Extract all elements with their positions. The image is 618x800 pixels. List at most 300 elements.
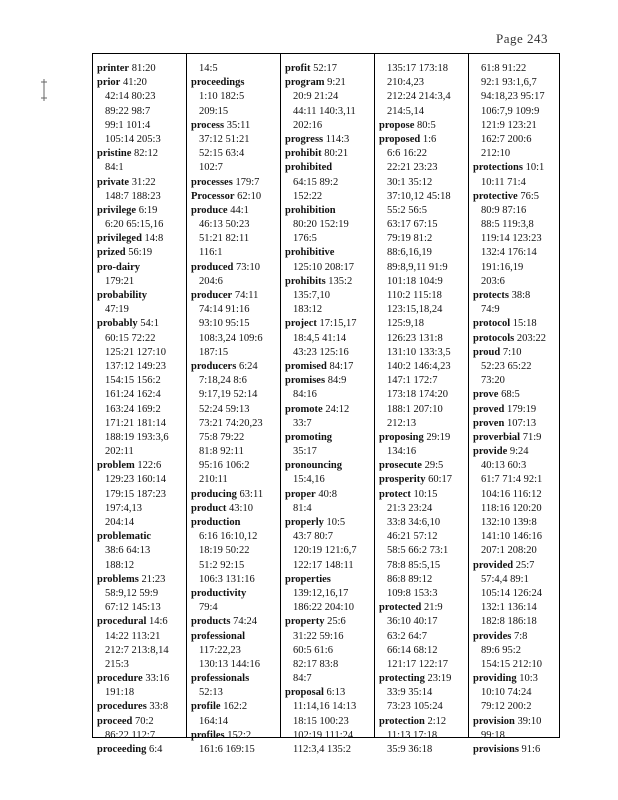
index-term: promised bbox=[285, 360, 327, 372]
index-page-refs: 71:9 bbox=[520, 431, 542, 443]
index-term: privilege bbox=[97, 204, 137, 216]
index-term: program bbox=[285, 77, 325, 89]
index-entry bbox=[375, 715, 469, 729]
index-page-refs: 82:17 83:8 bbox=[293, 658, 339, 670]
index-page-refs: 121:17 122:17 bbox=[387, 658, 448, 670]
index-entry bbox=[187, 261, 281, 275]
index-entry bbox=[469, 388, 562, 402]
index-page-refs: 6:24 bbox=[236, 360, 258, 372]
index-page-refs: 137:12 149:23 bbox=[105, 360, 166, 372]
index-column-1 bbox=[93, 54, 186, 755]
index-page-refs: 95:16 106:2 bbox=[199, 460, 250, 472]
index-entry bbox=[187, 76, 281, 90]
index-page-refs: 23:19 bbox=[424, 673, 452, 685]
index-term: protected bbox=[379, 602, 422, 614]
index-page-refs: 104:16 116:12 bbox=[481, 488, 542, 500]
index-term: producing bbox=[191, 488, 237, 500]
index-term: problematic bbox=[97, 531, 152, 543]
index-term: proposing bbox=[379, 431, 424, 443]
index-page-refs: 132:1 136:14 bbox=[481, 602, 537, 614]
index-page-refs: 161:24 162:4 bbox=[105, 389, 161, 401]
index-entry bbox=[281, 317, 375, 331]
index-page-refs: 67:12 145:13 bbox=[105, 602, 161, 614]
index-term: progress bbox=[285, 133, 324, 145]
index-entry bbox=[375, 119, 469, 133]
margin-bracket-icon bbox=[38, 78, 50, 102]
index-page-refs: 79:4 bbox=[199, 602, 218, 614]
index-page-refs: 44:11 140:3,11 bbox=[293, 105, 356, 117]
index-term: probability bbox=[97, 290, 147, 301]
index-page-refs: 84:1 bbox=[105, 162, 124, 174]
index-entry bbox=[93, 459, 186, 473]
index-page-refs: 125:21 127:10 bbox=[105, 346, 166, 358]
index-entry bbox=[469, 317, 562, 331]
index-page-refs: 191:18 bbox=[105, 687, 135, 699]
index-term: project bbox=[285, 318, 317, 330]
index-page-refs: 183:12 bbox=[293, 304, 323, 316]
index-page-refs: 117:22,23 bbox=[199, 644, 241, 656]
index-page-refs: 89:22 98:7 bbox=[105, 105, 151, 117]
index-page-refs: 70:2 bbox=[132, 715, 154, 727]
index-term: proud bbox=[473, 346, 501, 358]
index-page-refs: 63:2 64:7 bbox=[387, 630, 427, 642]
index-page-refs: 204:6 bbox=[199, 275, 223, 287]
index-page-refs: 135:7,10 bbox=[293, 290, 331, 301]
index-term: privileged bbox=[97, 233, 142, 245]
index-entry bbox=[187, 289, 281, 303]
index-entry bbox=[281, 147, 375, 161]
index-page-refs: 179:7 bbox=[232, 176, 260, 188]
index-page-refs: 141:10 146:16 bbox=[481, 531, 542, 543]
index-page-refs: 47:19 bbox=[105, 304, 129, 316]
index-page-refs: 22:21 23:23 bbox=[387, 162, 438, 174]
index-entry bbox=[93, 317, 186, 331]
index-term: prosecute bbox=[379, 460, 422, 472]
index-page-refs: 33:8 34:6,10 bbox=[387, 517, 441, 528]
index-page-refs: 81:8 92:11 bbox=[199, 446, 244, 458]
index-entry bbox=[187, 204, 281, 218]
index-page-refs: 134:16 bbox=[387, 446, 417, 458]
index-entry bbox=[469, 332, 562, 346]
index-page-refs: 29:19 bbox=[423, 431, 451, 443]
index-term: produced bbox=[191, 261, 234, 273]
index-page-refs: 61:7 71:4 92:1 bbox=[481, 474, 543, 486]
index-page-refs: 88:5 119:3,8 bbox=[481, 219, 534, 231]
index-entry bbox=[281, 488, 375, 502]
index-page-refs: 6:19 bbox=[136, 204, 158, 216]
index-page-refs: 94:18,23 95:17 bbox=[481, 91, 545, 103]
index-term: protection bbox=[379, 715, 425, 727]
index-entry bbox=[469, 672, 562, 686]
index-page-refs: 40:8 bbox=[315, 488, 338, 500]
index-entry bbox=[187, 190, 281, 204]
index-page-refs: 66:14 68:12 bbox=[387, 644, 438, 656]
index-page-refs: 43:7 80:7 bbox=[293, 531, 333, 543]
page-number: Page 243 bbox=[496, 31, 549, 46]
index-page-refs: 99:1 101:4 bbox=[105, 119, 151, 131]
index-page-refs: 202:11 bbox=[105, 446, 134, 458]
index-page-refs: 210:11 bbox=[199, 474, 228, 486]
index-entry bbox=[375, 672, 469, 686]
index-page-refs: 73:21 74:20,23 bbox=[199, 417, 263, 429]
index-page-refs: 164:14 bbox=[199, 715, 229, 727]
index-term: promote bbox=[285, 403, 323, 415]
index-term: producer bbox=[191, 290, 233, 301]
index-page-refs: 84:7 bbox=[293, 673, 312, 685]
index-term: protections bbox=[473, 162, 523, 174]
index-page-refs: 80:20 152:19 bbox=[293, 219, 349, 231]
index-page-refs: 39:10 bbox=[514, 715, 542, 727]
index-entry bbox=[93, 76, 186, 90]
index-page-refs: 173:18 174:20 bbox=[387, 389, 448, 401]
index-page-refs: 135:2 bbox=[325, 275, 353, 287]
index-page-refs: 31:22 59:16 bbox=[293, 630, 344, 642]
index-page-refs: 179:19 bbox=[504, 403, 537, 415]
index-entry bbox=[281, 573, 375, 587]
index-page-refs: 112:3,4 135:2 bbox=[293, 744, 351, 755]
index-page-refs: 57:4,4 89:1 bbox=[481, 573, 529, 585]
index-page-refs: 86:22 112:7 bbox=[105, 729, 156, 741]
index-entry bbox=[469, 417, 562, 431]
index-term: provisions bbox=[473, 744, 519, 755]
index-page-refs: 82:12 bbox=[131, 148, 158, 160]
index-entry bbox=[93, 700, 186, 714]
index-term: prove bbox=[473, 389, 499, 401]
index-entry bbox=[281, 76, 375, 90]
index-entry bbox=[93, 289, 186, 303]
index-term: procedural bbox=[97, 616, 147, 628]
index-page-refs: 36:10 40:17 bbox=[387, 616, 438, 628]
index-term: private bbox=[97, 176, 130, 188]
index-entry bbox=[187, 615, 281, 629]
index-column-3 bbox=[280, 54, 375, 755]
index-page-refs: 7:18,24 8:6 bbox=[199, 375, 247, 387]
index-page-refs: 11:14,16 14:13 bbox=[293, 701, 357, 713]
index-page-refs: 29:5 bbox=[421, 460, 444, 472]
index-page-refs: 163:24 169:2 bbox=[105, 403, 161, 415]
index-page-refs: 118:16 120:20 bbox=[481, 502, 542, 514]
index-term: protective bbox=[473, 190, 518, 202]
index-entry bbox=[281, 431, 375, 445]
index-page-refs: 116:1 bbox=[199, 247, 223, 259]
index-page-refs: 18:19 50:22 bbox=[199, 545, 250, 557]
index-page-refs: 105:14 126:24 bbox=[481, 587, 542, 599]
index-entry bbox=[469, 559, 562, 573]
index-page-refs: 121:9 123:21 bbox=[481, 119, 537, 131]
index-entry bbox=[93, 204, 186, 218]
index-entry bbox=[469, 445, 562, 459]
index-page-refs: 62:10 bbox=[234, 190, 262, 202]
index-page-refs: 30:1 35:12 bbox=[387, 176, 433, 188]
index-page-refs: 35:9 36:18 bbox=[387, 744, 433, 755]
index-page-refs: 187:15 bbox=[199, 346, 229, 358]
index-page-refs: 35:17 bbox=[293, 446, 317, 458]
index-entry bbox=[93, 615, 186, 629]
index-page-refs: 10:11 71:4 bbox=[481, 176, 526, 188]
index-page-refs: 212:13 bbox=[387, 417, 417, 429]
index-term: proposed bbox=[379, 133, 421, 145]
index-page-refs: 51:21 82:11 bbox=[199, 233, 250, 245]
index-entry bbox=[281, 516, 375, 530]
index-page-refs: 68:5 bbox=[498, 389, 520, 401]
index-term: property bbox=[285, 616, 325, 628]
index-entry bbox=[93, 743, 186, 757]
index-page-refs: 81:20 bbox=[129, 63, 156, 74]
index-entry bbox=[93, 261, 186, 275]
index-page-refs: 55:2 56:5 bbox=[387, 204, 427, 216]
index-page-refs: 15:18 bbox=[510, 318, 537, 330]
index-entry bbox=[93, 246, 186, 260]
index-page-refs: 14:6 bbox=[146, 616, 168, 628]
index-page-refs: 209:15 bbox=[199, 105, 229, 117]
index-page-refs: 212:10 bbox=[481, 148, 511, 160]
index-term: professionals bbox=[191, 673, 250, 685]
index-page-refs: 148:7 188:23 bbox=[105, 190, 161, 202]
index-page-refs: 129:23 160:14 bbox=[105, 474, 166, 486]
index-page-refs: 188:1 207:10 bbox=[387, 403, 443, 415]
index-term: provides bbox=[473, 630, 512, 642]
index-term: producers bbox=[191, 360, 237, 372]
index-term: protecting bbox=[379, 673, 425, 685]
index-page-refs: 38:6 64:13 bbox=[105, 545, 151, 557]
index-page-refs: 197:4,13 bbox=[105, 502, 143, 514]
index-page-refs: 24:12 bbox=[322, 403, 350, 415]
index-page-refs: 212:7 213:8,14 bbox=[105, 644, 169, 656]
index-page-refs: 210:4,23 bbox=[387, 77, 425, 89]
index-entry bbox=[469, 161, 562, 175]
index-page-refs: 140:2 146:4,23 bbox=[387, 360, 451, 372]
index-page-refs: 109:8 153:3 bbox=[387, 587, 438, 599]
index-page-refs: 52:23 65:22 bbox=[481, 360, 532, 372]
index-term: proceed bbox=[97, 715, 133, 727]
index-term: profile bbox=[191, 701, 221, 713]
index-term: prohibit bbox=[285, 148, 322, 160]
index-term: procedures bbox=[97, 701, 147, 713]
index-term: prohibitive bbox=[285, 247, 335, 259]
index-page-refs: 6:4 bbox=[146, 744, 163, 755]
index-page-refs: 40:13 60:3 bbox=[481, 460, 527, 472]
index-page-refs: 152:2 bbox=[224, 729, 252, 741]
index-page-refs: 56:19 bbox=[125, 247, 153, 259]
index-page-refs: 14:5 bbox=[199, 63, 218, 74]
index-term: pro-dairy bbox=[97, 261, 140, 273]
index-page-refs: 214:5,14 bbox=[387, 105, 425, 117]
index-entry bbox=[187, 176, 281, 190]
index-page-refs: 17:15,17 bbox=[316, 318, 357, 330]
index-page-refs: 84:17 bbox=[326, 360, 354, 372]
index-entry bbox=[375, 459, 469, 473]
index-page-refs: 179:15 187:23 bbox=[105, 488, 166, 500]
index-table bbox=[92, 53, 560, 755]
index-entry bbox=[469, 190, 562, 204]
index-page-refs: 122:6 bbox=[134, 460, 162, 472]
index-page-refs: 152:22 bbox=[293, 190, 323, 202]
index-entry bbox=[281, 246, 375, 260]
index-column-4 bbox=[374, 54, 469, 755]
index-page-refs: 1:6 bbox=[420, 133, 437, 145]
index-entry bbox=[469, 346, 562, 360]
index-page-refs: 191:16,19 bbox=[481, 261, 524, 273]
index-page-refs: 114:3 bbox=[323, 133, 350, 145]
index-page-refs: 20:9 21:24 bbox=[293, 91, 339, 103]
index-page-refs: 74:24 bbox=[230, 616, 258, 628]
index-page-refs: 9:24 bbox=[507, 446, 529, 458]
index-page-refs: 60:15 72:22 bbox=[105, 332, 156, 344]
index-page-refs: 179:21 bbox=[105, 275, 135, 287]
index-page-refs: 7:8 bbox=[511, 630, 528, 642]
index-page-refs: 9:17,19 52:14 bbox=[199, 389, 258, 401]
index-page-refs: 130:13 144:16 bbox=[199, 658, 260, 670]
index-term: problems bbox=[97, 573, 139, 585]
index-term: protocol bbox=[473, 318, 511, 330]
index-page-refs: 122:17 148:11 bbox=[293, 559, 354, 571]
index-term: propose bbox=[379, 119, 415, 131]
index-entry bbox=[93, 573, 186, 587]
index-page-refs: 10:10 74:24 bbox=[481, 687, 532, 699]
index-page-refs: 108:3,24 109:6 bbox=[199, 332, 263, 344]
index-term: problem bbox=[97, 460, 135, 472]
index-page-refs: 188:19 193:3,6 bbox=[105, 431, 169, 443]
index-page-refs: 102:7 bbox=[199, 162, 223, 174]
index-page-refs: 10:1 bbox=[522, 162, 545, 174]
index-term: proceedings bbox=[191, 77, 245, 89]
index-page-refs: 43:23 125:16 bbox=[293, 346, 349, 358]
index-page-refs: 7:10 bbox=[500, 346, 522, 358]
index-entry bbox=[93, 715, 186, 729]
index-page-refs: 73:20 bbox=[481, 375, 505, 387]
index-term: professional bbox=[191, 630, 246, 642]
index-entry bbox=[281, 204, 375, 218]
index-term: promises bbox=[285, 375, 326, 387]
index-entry bbox=[187, 700, 281, 714]
index-term: processes bbox=[191, 176, 233, 188]
index-page-refs: 38:8 bbox=[508, 290, 531, 301]
index-page-refs: 105:14 205:3 bbox=[105, 133, 161, 145]
index-term: proved bbox=[473, 403, 505, 415]
index-term: provide bbox=[473, 446, 508, 458]
index-entry bbox=[375, 601, 469, 615]
index-term: probably bbox=[97, 318, 138, 330]
index-page-refs: 33:9 35:14 bbox=[387, 687, 433, 699]
index-term: protocols bbox=[473, 332, 515, 344]
index-page-refs: 25:6 bbox=[324, 616, 346, 628]
index-entry bbox=[187, 630, 281, 644]
index-entry bbox=[187, 516, 281, 530]
index-page-refs: 52:13 bbox=[199, 687, 223, 699]
index-page-refs: 99:18 bbox=[481, 729, 505, 741]
index-page-refs: 89:6 95:2 bbox=[481, 644, 521, 656]
index-term: proceeding bbox=[97, 744, 147, 755]
index-term: printer bbox=[97, 63, 130, 74]
index-entry bbox=[187, 488, 281, 502]
index-page-refs: 171:21 181:14 bbox=[105, 417, 166, 429]
index-entry bbox=[281, 133, 375, 147]
index-page-refs: 18:4,5 41:14 bbox=[293, 332, 347, 344]
index-entry bbox=[93, 147, 186, 161]
index-page-refs: 79:19 81:2 bbox=[387, 233, 433, 245]
index-page-refs: 93:10 95:15 bbox=[199, 318, 250, 330]
index-term: product bbox=[191, 502, 227, 514]
index-page-refs: 106:3 131:16 bbox=[199, 573, 255, 585]
index-entry bbox=[281, 403, 375, 417]
index-entry bbox=[281, 275, 375, 289]
index-page-refs: 58:9,12 59:9 bbox=[105, 587, 159, 599]
index-page-refs: 52:15 63:4 bbox=[199, 148, 245, 160]
index-page-refs: 154:15 212:10 bbox=[481, 658, 542, 670]
index-page-refs: 139:12,16,17 bbox=[293, 587, 349, 599]
index-term: properly bbox=[285, 517, 324, 528]
index-page-refs: 91:6 bbox=[518, 744, 541, 755]
index-entry bbox=[469, 289, 562, 303]
index-entry bbox=[93, 176, 186, 190]
index-entry bbox=[281, 360, 375, 374]
index-page-refs: 119:14 123:23 bbox=[481, 233, 542, 245]
index-page-refs: 33:16 bbox=[142, 673, 170, 685]
index-page-refs: 79:12 200:2 bbox=[481, 701, 532, 713]
index-column-2 bbox=[186, 54, 281, 755]
index-page-refs: 176:5 bbox=[293, 233, 317, 245]
index-page-refs: 2:12 bbox=[424, 715, 447, 727]
index-page-refs: 215:3 bbox=[105, 658, 129, 670]
index-term: proverbial bbox=[473, 431, 521, 443]
index-entry bbox=[93, 530, 186, 544]
index-page-refs: 84:16 bbox=[293, 389, 317, 401]
index-page-refs: 203:22 bbox=[514, 332, 547, 344]
index-page-refs: 203:6 bbox=[481, 275, 505, 287]
index-page-refs: 123:15,18,24 bbox=[387, 304, 443, 316]
index-page-refs: 154:15 156:2 bbox=[105, 375, 161, 387]
index-page-refs: 75:8 79:22 bbox=[199, 431, 245, 443]
index-page-refs: 131:10 133:3,5 bbox=[387, 346, 451, 358]
index-page-refs: 74:14 91:16 bbox=[199, 304, 250, 316]
index-page-refs: 126:23 131:8 bbox=[387, 332, 443, 344]
index-page-refs: 35:11 bbox=[224, 119, 251, 131]
index-page-refs: 162:2 bbox=[220, 701, 248, 713]
index-page-refs: 161:6 169:15 bbox=[199, 744, 255, 755]
index-entry bbox=[187, 672, 281, 686]
index-page-refs: 110:2 115:18 bbox=[387, 290, 442, 301]
index-term: promoting bbox=[285, 431, 333, 443]
index-page-refs: 33:8 bbox=[146, 701, 169, 713]
index-page-refs: 60:5 61:6 bbox=[293, 644, 333, 656]
index-term: produce bbox=[191, 204, 228, 216]
index-term: protects bbox=[473, 290, 509, 301]
index-page-refs: 11:13 17:18 bbox=[387, 729, 438, 741]
index-page-refs: 1:10 182:5 bbox=[199, 91, 245, 103]
index-page-refs: 212:24 214:3,4 bbox=[387, 91, 451, 103]
index-page-refs: 162:7 200:6 bbox=[481, 133, 532, 145]
index-page-refs: 43:10 bbox=[226, 502, 253, 514]
index-term: prized bbox=[97, 247, 126, 259]
index-page-refs: 31:22 bbox=[129, 176, 156, 188]
index-entry bbox=[375, 133, 469, 147]
index-page-refs: 21:23 bbox=[138, 573, 166, 585]
index-page-refs: 188:12 bbox=[105, 559, 135, 571]
index-term: productivity bbox=[191, 587, 247, 599]
index-page-refs: 60:17 bbox=[425, 474, 453, 486]
index-page-refs: 84:9 bbox=[325, 375, 347, 387]
index-page-refs: 89:8,9,11 91:9 bbox=[387, 261, 448, 273]
index-page-refs: 107:13 bbox=[504, 417, 537, 429]
index-term: prior bbox=[97, 77, 121, 89]
index-page-refs: 88:6,16,19 bbox=[387, 247, 432, 259]
index-entry bbox=[281, 615, 375, 629]
index-page-refs: 33:7 bbox=[293, 417, 312, 429]
index-page-refs: 92:1 93:1,6,7 bbox=[481, 77, 537, 89]
index-term: proven bbox=[473, 417, 505, 429]
index-term: prohibits bbox=[285, 275, 326, 287]
index-entry bbox=[93, 672, 186, 686]
